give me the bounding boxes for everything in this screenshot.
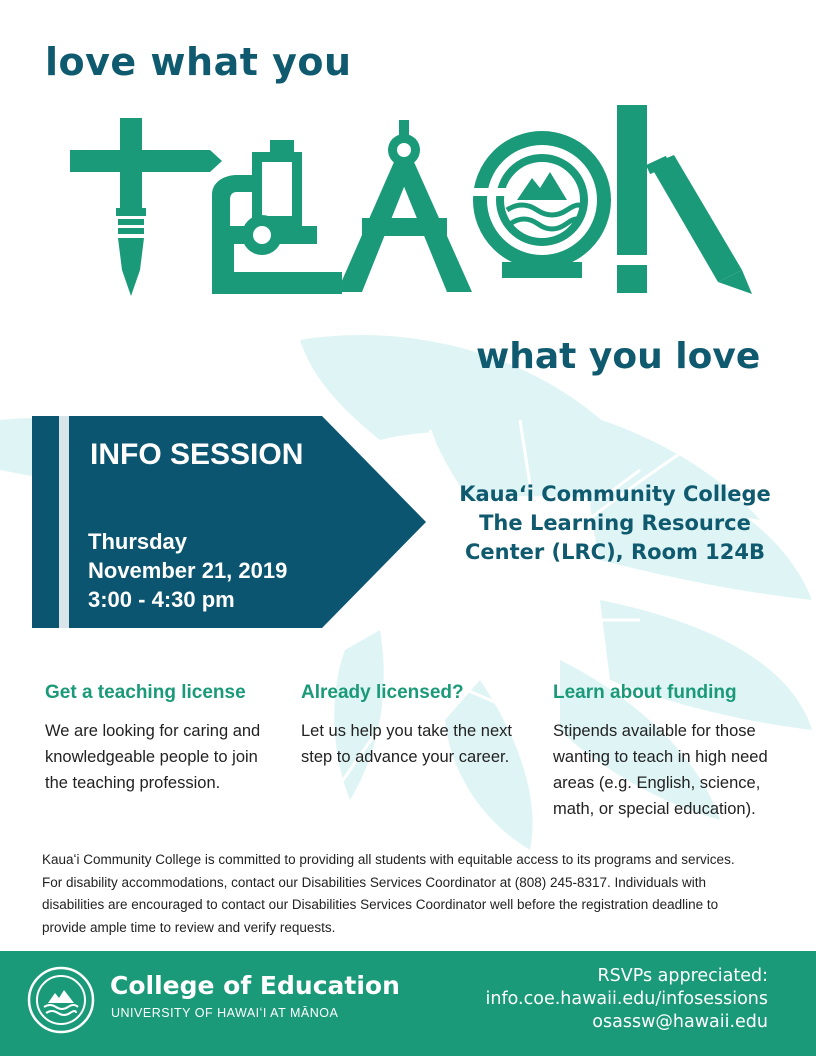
rsvp-block (486, 965, 768, 1034)
column-line: We are looking for caring and (45, 722, 261, 740)
column-heading: Already licensed? (301, 682, 464, 703)
column-body (553, 718, 768, 822)
venue-line: Center (LRC), Room 124B (464, 540, 766, 564)
tagline-bottom: what you love (476, 336, 761, 377)
info-session-title: INFO SESSION (90, 438, 304, 471)
column-line: Stipends available for those (553, 722, 756, 740)
venue-address (432, 480, 798, 567)
column-line: areas (e.g. English, science, (553, 774, 761, 792)
microscope-icon (212, 140, 342, 294)
column-funding (553, 682, 768, 822)
disclaimer-line: For disability accommodations, contact our Disabilities Services Coordinator at (808) 245-8317. Individuals with (42, 874, 707, 890)
rsvp-label: RSVPs appreciated: (597, 966, 768, 986)
column-line: knowledgeable people to join (45, 748, 258, 766)
column-line: step to advance your career. (301, 748, 510, 766)
org-subtitle: UNIVERSITY OF HAWAIʻI AT MĀNOA (111, 1006, 339, 1020)
venue-line: Kauaʻi Community College (459, 482, 771, 506)
column-line: Let us help you take the next (301, 722, 512, 740)
tagline-top: love what you (45, 40, 352, 84)
paintbrush-icon (70, 118, 222, 296)
session-day: Thursday (88, 529, 188, 554)
session-datetime (88, 527, 348, 614)
org-name: College of Education (110, 971, 400, 1000)
column-heading: Learn about funding (553, 682, 737, 703)
session-date: November 21, 2019 (88, 558, 288, 583)
session-time: 3:00 - 4:30 pm (88, 587, 235, 612)
column-line: the teaching profession. (45, 774, 221, 792)
teach-logo (62, 100, 762, 305)
column-line: wanting to teach in high need (553, 748, 768, 766)
accessibility-disclaimer (42, 849, 782, 939)
footer-bar (0, 951, 816, 1056)
column-heading: Get a teaching license (45, 682, 246, 703)
disclaimer-line: provide ample time to review and verify requests. (42, 919, 336, 935)
column-body (301, 718, 512, 770)
exclamation-pencil-icon (617, 105, 752, 294)
disclaimer-line: disabilities are encouraged to contact our Disabilities Services Coordinator well before the registration deadline to (42, 897, 719, 912)
coe-seal-icon (26, 965, 96, 1035)
globe-seal-icon (472, 138, 604, 278)
rsvp-email-link[interactable]: osassw@hawaii.edu (592, 1012, 768, 1032)
column-teaching-license (45, 682, 260, 796)
rsvp-url-link[interactable]: info.coe.hawaii.edu/infosessions (485, 989, 768, 1009)
disclaimer-line: Kauaʻi Community College is committed to providing all students with equitable access to its programs and services. (42, 852, 735, 867)
column-already-licensed (301, 682, 512, 770)
column-body (45, 718, 260, 796)
column-line: math, or special education). (553, 800, 756, 818)
venue-line: The Learning Resource (479, 511, 751, 535)
compass-icon (337, 120, 472, 292)
